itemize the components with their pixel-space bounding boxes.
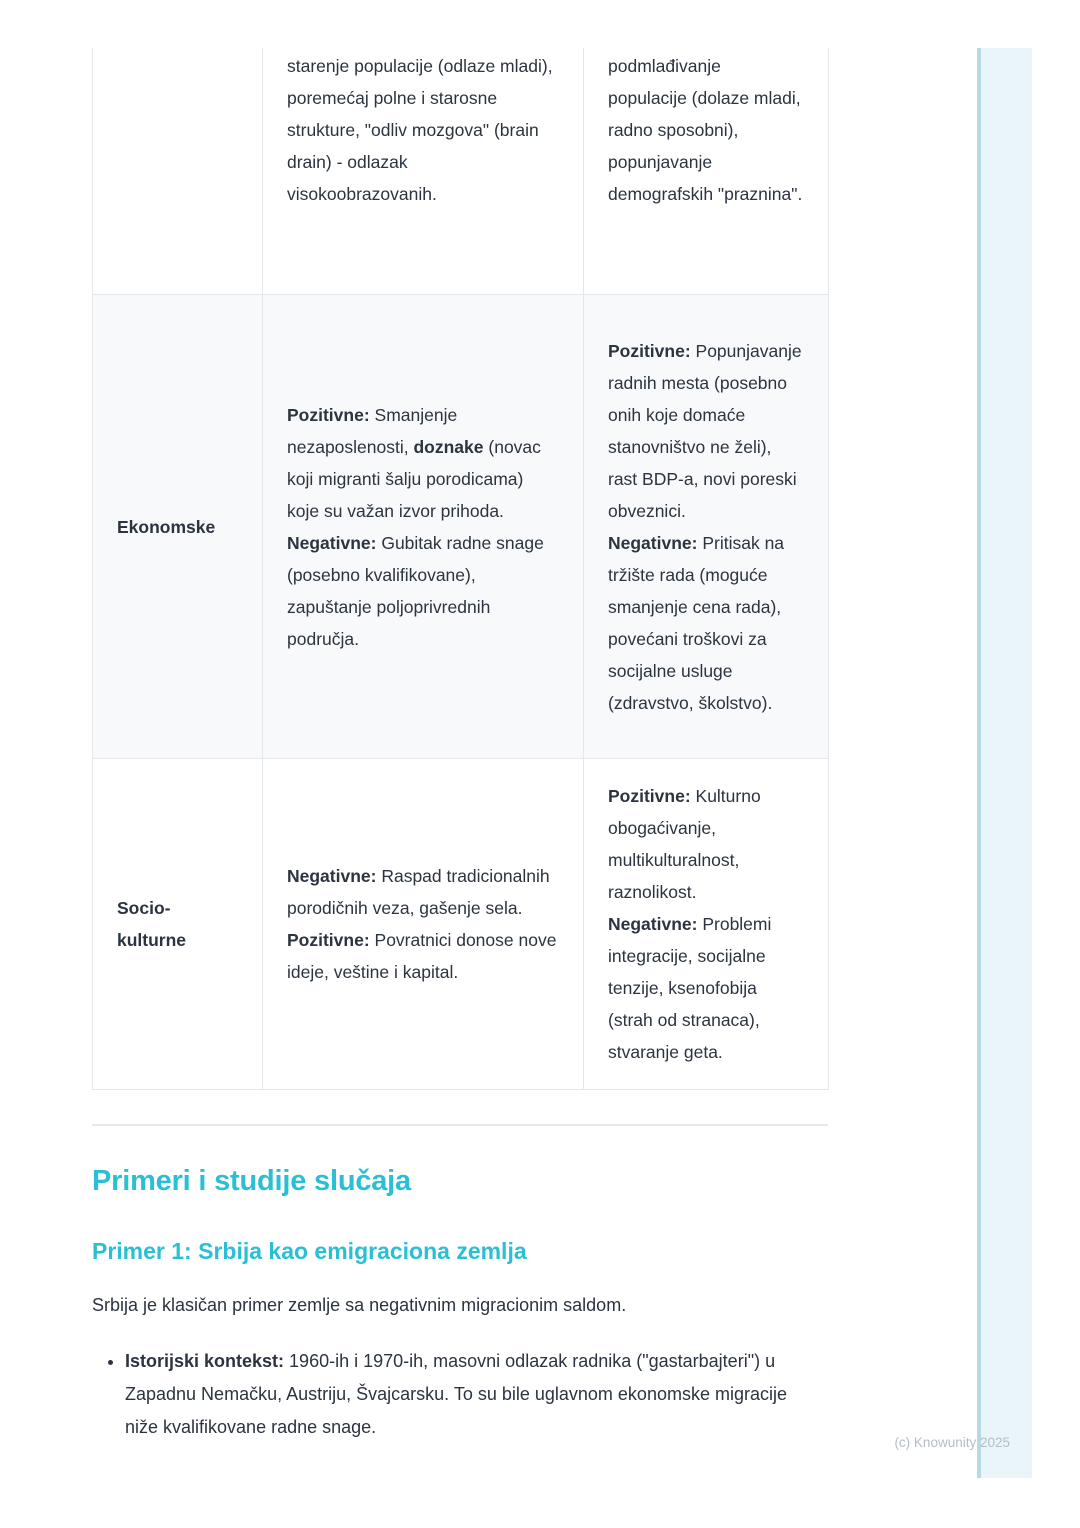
cell-text: Smanjenje nezaposlenosti, <box>287 404 458 457</box>
cell-text: Popunjavanje radnih mesta (posebno onih koje domaće stanovništvo ne želi), rast BDP-a, novi poreski obveznici. <box>608 340 802 521</box>
negative-label: Negativne: <box>608 914 698 934</box>
table-row-demographic <box>93 48 829 295</box>
positive-label: Pozitivne: <box>608 786 691 806</box>
cell-label-demographic <box>93 48 263 295</box>
row-label: Ekonomske <box>117 516 216 537</box>
section-heading: Primeri i studije slučaja <box>92 1165 411 1197</box>
page-edge-strip <box>977 48 1032 1478</box>
emphasis-text: doznake <box>413 436 484 457</box>
table-row-sociocultural <box>93 759 829 1090</box>
row-label: Socio- <box>117 898 171 918</box>
cell-text: starenje populacije (odlaze mladi), poremećaj polne i starosne strukture, "odliv mozgova" (brain drain) - odlazak visokoobrazovanih. <box>287 56 553 204</box>
page-content <box>92 48 828 1444</box>
cell-text: Pritisak na tržište rada (moguće smanjenje cena rada), povećani troškovi za socijalne usluge (zdravstvo, školstvo). <box>608 532 785 713</box>
cell-label-sociocultural <box>93 759 263 1090</box>
row-label: kulturne <box>117 930 187 950</box>
positive-label: Pozitivne: <box>287 404 370 425</box>
copyright-notice: (c) Knowunity 2025 <box>894 1435 1010 1450</box>
bullet-list <box>92 1345 797 1444</box>
positive-label: Pozitivne: <box>287 930 370 950</box>
cell-demographic-emigration <box>263 48 584 295</box>
cell-text: podmlađivanje populacije (dolaze mladi, radno sposobni), popunjavanje demografskih "praznina". <box>608 56 803 204</box>
cell-text: Problemi integracije, socijalne tenzije, ksenofobija (strah od stranaca), stvaranje geta. <box>608 914 772 1062</box>
subsection-heading: Primer 1: Srbija kao emigraciona zemlja <box>92 1238 527 1264</box>
intro-paragraph: Srbija je klasičan primer zemlje sa negativnim migracionim saldom. <box>92 1295 627 1315</box>
cell-sociocultural-emigration <box>263 759 584 1090</box>
cell-text: (novac koji migranti šalju porodicama) koje su važan izvor prihoda. <box>287 436 541 521</box>
cell-text: Raspad tradicionalnih porodičnih veza, gašenje sela. <box>287 866 550 918</box>
migration-effects-table <box>92 48 829 1090</box>
negative-label: Negativne: <box>608 532 698 553</box>
cell-demographic-immigration <box>584 48 829 295</box>
list-item <box>125 1345 797 1444</box>
negative-label: Negativne: <box>287 532 377 553</box>
cell-text: Povratnici donose nove ideje, veštine i kapital. <box>287 930 557 982</box>
negative-label: Negativne: <box>287 866 377 886</box>
cell-label-economic <box>93 295 263 759</box>
cell-text: Kulturno obogaćivanje, multikulturalnost, raznolikost. <box>608 786 761 902</box>
cell-economic-immigration <box>584 295 829 759</box>
cell-economic-emigration <box>263 295 584 759</box>
table-row-economic <box>93 295 829 759</box>
list-item-text: 1960-ih i 1970-ih, masovni odlazak radnika ("gastarbajteri") u Zapadnu Nemačku, Austriju, Švajcarsku. To su bile uglavnom ekonomske migracije niže kvalifikovane radne snage. <box>125 1351 787 1437</box>
list-item-bold-label: Istorijski kontekst: <box>125 1351 285 1371</box>
cell-text: Gubitak radne snage (posebno kvalifikovane), zapuštanje poljoprivrednih područja. <box>287 532 544 649</box>
section-divider <box>92 1124 828 1126</box>
positive-label: Pozitivne: <box>608 340 691 361</box>
cell-sociocultural-immigration <box>584 759 829 1090</box>
